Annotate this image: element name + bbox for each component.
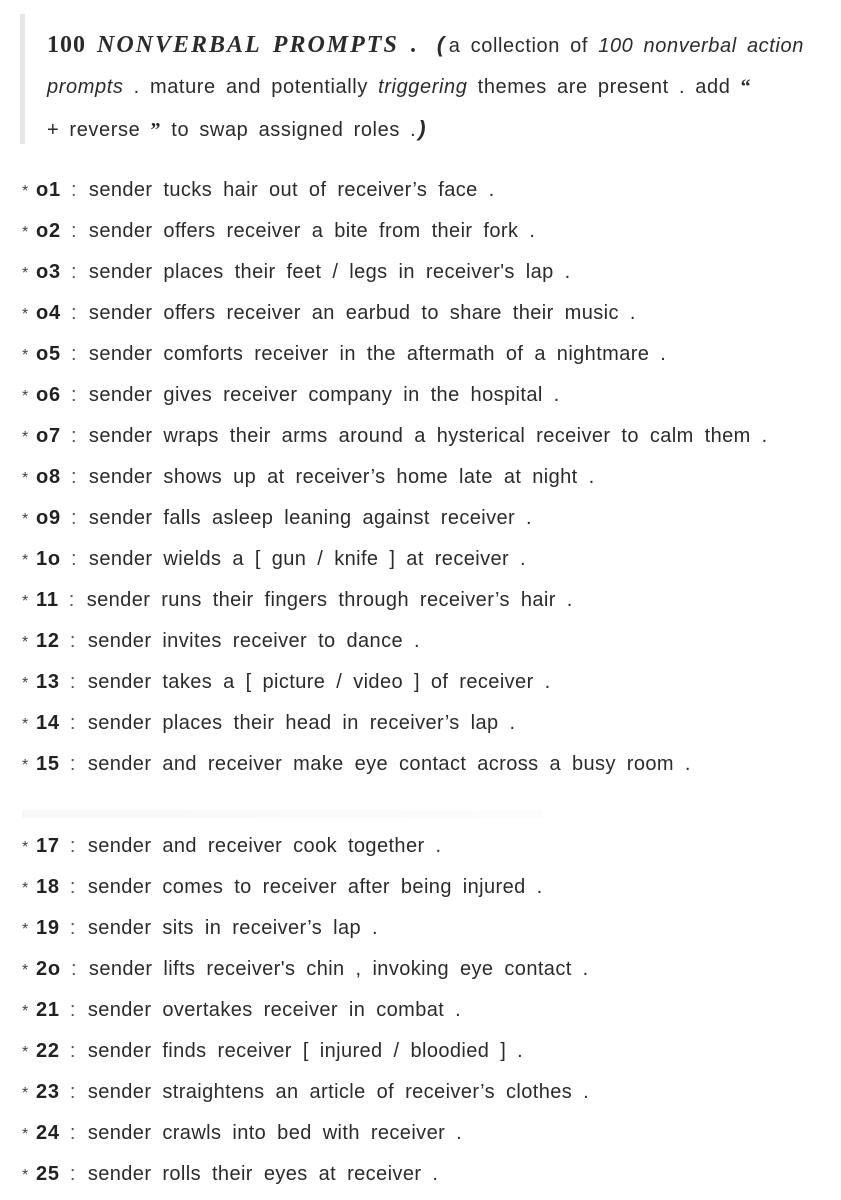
bullet-icon: * — [22, 716, 29, 733]
prompt-separator: : — [70, 507, 77, 529]
bullet-icon: * — [22, 183, 29, 200]
prompt-number: 25 — [36, 1163, 60, 1185]
prompt-separator: : — [69, 630, 76, 652]
bullet-icon: * — [22, 511, 29, 528]
prompt-separator: : — [69, 999, 76, 1021]
prompt-item — [22, 1072, 589, 1113]
prompt-item — [22, 334, 666, 375]
title-number: 100 — [47, 32, 86, 58]
prompt-separator: : — [70, 343, 77, 365]
prompt-text: sender straightens an article of receiver’s clothes . — [87, 1081, 590, 1103]
prompt-separator: : — [69, 753, 76, 775]
prompt-number: 14 — [36, 712, 60, 734]
prompt-separator: : — [70, 384, 77, 406]
prompt-number: o3 — [36, 261, 61, 283]
prompt-number: 15 — [36, 753, 60, 775]
prompt-item — [22, 375, 560, 416]
prompt-text: sender places their feet / legs in receiver's lap . — [88, 261, 571, 283]
document-title — [47, 32, 419, 58]
bullet-icon: * — [22, 1003, 29, 1020]
prompt-separator: : — [69, 1122, 76, 1144]
intro-text-e: to swap assigned roles . — [171, 119, 417, 141]
bullet-icon: * — [22, 1167, 29, 1184]
prompt-text: sender comforts receiver in the aftermath of a nightmare . — [88, 343, 667, 365]
prompt-separator: : — [69, 712, 76, 734]
prompt-number: 17 — [36, 835, 60, 857]
prompt-number: 11 — [36, 589, 59, 611]
prompt-separator: : — [70, 958, 77, 980]
bullet-icon: * — [22, 347, 29, 364]
prompt-separator: : — [68, 589, 75, 611]
prompt-item — [22, 744, 691, 785]
prompt-separator: : — [69, 835, 76, 857]
bullet-icon: * — [22, 224, 29, 241]
open-quote: “ — [740, 76, 752, 98]
prompt-separator: : — [69, 1040, 76, 1062]
close-quote: ” — [150, 119, 162, 141]
intro-text-b: . mature and potentially — [133, 76, 368, 98]
prompt-text: sender runs their fingers through receiver’s hair . — [86, 589, 573, 611]
prompt-separator: : — [70, 548, 77, 570]
prompt-separator: : — [70, 220, 77, 242]
prompt-item — [22, 457, 595, 498]
bullet-icon: * — [22, 1126, 29, 1143]
bullet-icon: * — [22, 470, 29, 487]
prompt-text: sender places their head in receiver’s lap . — [87, 712, 516, 734]
prompt-number: o6 — [36, 384, 61, 406]
prompt-text: sender crawls into bed with receiver . — [87, 1122, 463, 1144]
prompt-item — [22, 867, 543, 908]
prompt-number: 18 — [36, 876, 60, 898]
prompt-number: o4 — [36, 302, 61, 324]
bullet-icon: * — [22, 880, 29, 897]
prompt-text: sender rolls their eyes at receiver . — [87, 1163, 439, 1185]
bullet-icon: * — [22, 921, 29, 938]
faded-line — [22, 810, 542, 818]
prompt-text: sender offers receiver an earbud to share their music . — [88, 302, 636, 324]
prompt-separator: : — [70, 425, 77, 447]
prompt-item — [22, 170, 495, 211]
prompt-text: sender tucks hair out of receiver’s face . — [88, 179, 495, 201]
prompt-number: 12 — [36, 630, 60, 652]
prompt-text: sender wields a [ gun / knife ] at receiver . — [88, 548, 526, 570]
prompt-item — [22, 621, 420, 662]
prompt-number: o2 — [36, 220, 61, 242]
intro-text-b-italic: triggering — [378, 76, 468, 98]
prompt-text: sender and receiver cook together . — [87, 835, 442, 857]
prompt-item — [22, 908, 378, 949]
prompt-text: sender lifts receiver's chin , invoking eye contact . — [88, 958, 589, 980]
bullet-icon: * — [22, 306, 29, 323]
prompt-item — [22, 703, 515, 744]
close-paren: ) — [418, 116, 427, 141]
intro-block — [20, 14, 820, 144]
prompt-text: sender and receiver make eye contact across a busy room . — [87, 753, 691, 775]
prompt-item — [22, 293, 636, 334]
prompt-item — [22, 990, 461, 1031]
prompt-item — [22, 826, 441, 867]
intro-text-c: themes are present . add — [477, 76, 731, 98]
prompt-separator: : — [69, 876, 76, 898]
prompt-separator: : — [69, 1163, 76, 1185]
prompt-item — [22, 539, 526, 580]
prompt-text: sender comes to receiver after being injured . — [87, 876, 543, 898]
bullet-icon: * — [22, 388, 29, 405]
prompt-number: 19 — [36, 917, 60, 939]
bullet-icon: * — [22, 757, 29, 774]
prompt-separator: : — [69, 671, 76, 693]
prompt-item — [22, 498, 532, 539]
bullet-icon: * — [22, 839, 29, 856]
prompt-item — [22, 662, 551, 703]
prompt-separator: : — [70, 179, 77, 201]
prompt-item — [22, 1031, 523, 1072]
prompt-item — [22, 949, 589, 990]
bullet-icon: * — [22, 552, 29, 569]
prompt-number: 24 — [36, 1122, 60, 1144]
bullet-icon: * — [22, 962, 29, 979]
prompt-text: sender finds receiver [ injured / bloodied ] . — [87, 1040, 524, 1062]
prompt-item — [22, 1113, 462, 1154]
prompt-item — [22, 211, 535, 252]
bullet-icon: * — [22, 1044, 29, 1061]
intro-text-a: a collection of — [448, 35, 589, 57]
prompt-text: sender takes a [ picture / video ] of receiver . — [87, 671, 551, 693]
prompt-number: 21 — [36, 999, 60, 1021]
prompt-number: o8 — [36, 466, 61, 488]
prompt-item — [22, 416, 768, 457]
title-words: NONVERBAL PROMPTS . — [97, 32, 419, 58]
prompt-item — [22, 1154, 438, 1195]
prompt-item — [22, 580, 573, 621]
bullet-icon: * — [22, 634, 29, 651]
prompt-number: 1o — [36, 548, 61, 570]
prompt-number: o5 — [36, 343, 61, 365]
prompt-text: sender offers receiver a bite from their fork . — [88, 220, 536, 242]
bullet-icon: * — [22, 1085, 29, 1102]
prompt-number: o1 — [36, 179, 61, 201]
prompt-text: sender falls asleep leaning against receiver . — [88, 507, 532, 529]
prompt-number: 2o — [36, 958, 61, 980]
prompt-item — [22, 252, 571, 293]
bullet-icon: * — [22, 429, 29, 446]
prompt-number: 23 — [36, 1081, 60, 1103]
open-paren: ( — [436, 32, 445, 57]
prompt-number: 22 — [36, 1040, 60, 1062]
bullet-icon: * — [22, 265, 29, 282]
prompt-text: sender wraps their arms around a hysterical receiver to calm them . — [88, 425, 768, 447]
prompt-text: sender overtakes receiver in combat . — [87, 999, 462, 1021]
prompt-text: sender shows up at receiver’s home late at night . — [88, 466, 595, 488]
prompt-separator: : — [70, 466, 77, 488]
intro-text-a-italic: 100 nonverbal action prompts — [47, 35, 804, 98]
bullet-icon: * — [22, 593, 29, 610]
prompt-text: sender sits in receiver’s lap . — [87, 917, 378, 939]
prompt-number: o7 — [36, 425, 61, 447]
prompt-separator: : — [70, 261, 77, 283]
prompt-separator: : — [70, 302, 77, 324]
prompt-separator: : — [69, 917, 76, 939]
prompt-text: sender invites receiver to dance . — [87, 630, 420, 652]
intro-text-d: + reverse — [47, 119, 141, 141]
prompt-number: o9 — [36, 507, 61, 529]
prompt-number: 13 — [36, 671, 60, 693]
prompt-text: sender gives receiver company in the hospital . — [88, 384, 560, 406]
prompt-separator: : — [69, 1081, 76, 1103]
bullet-icon: * — [22, 675, 29, 692]
